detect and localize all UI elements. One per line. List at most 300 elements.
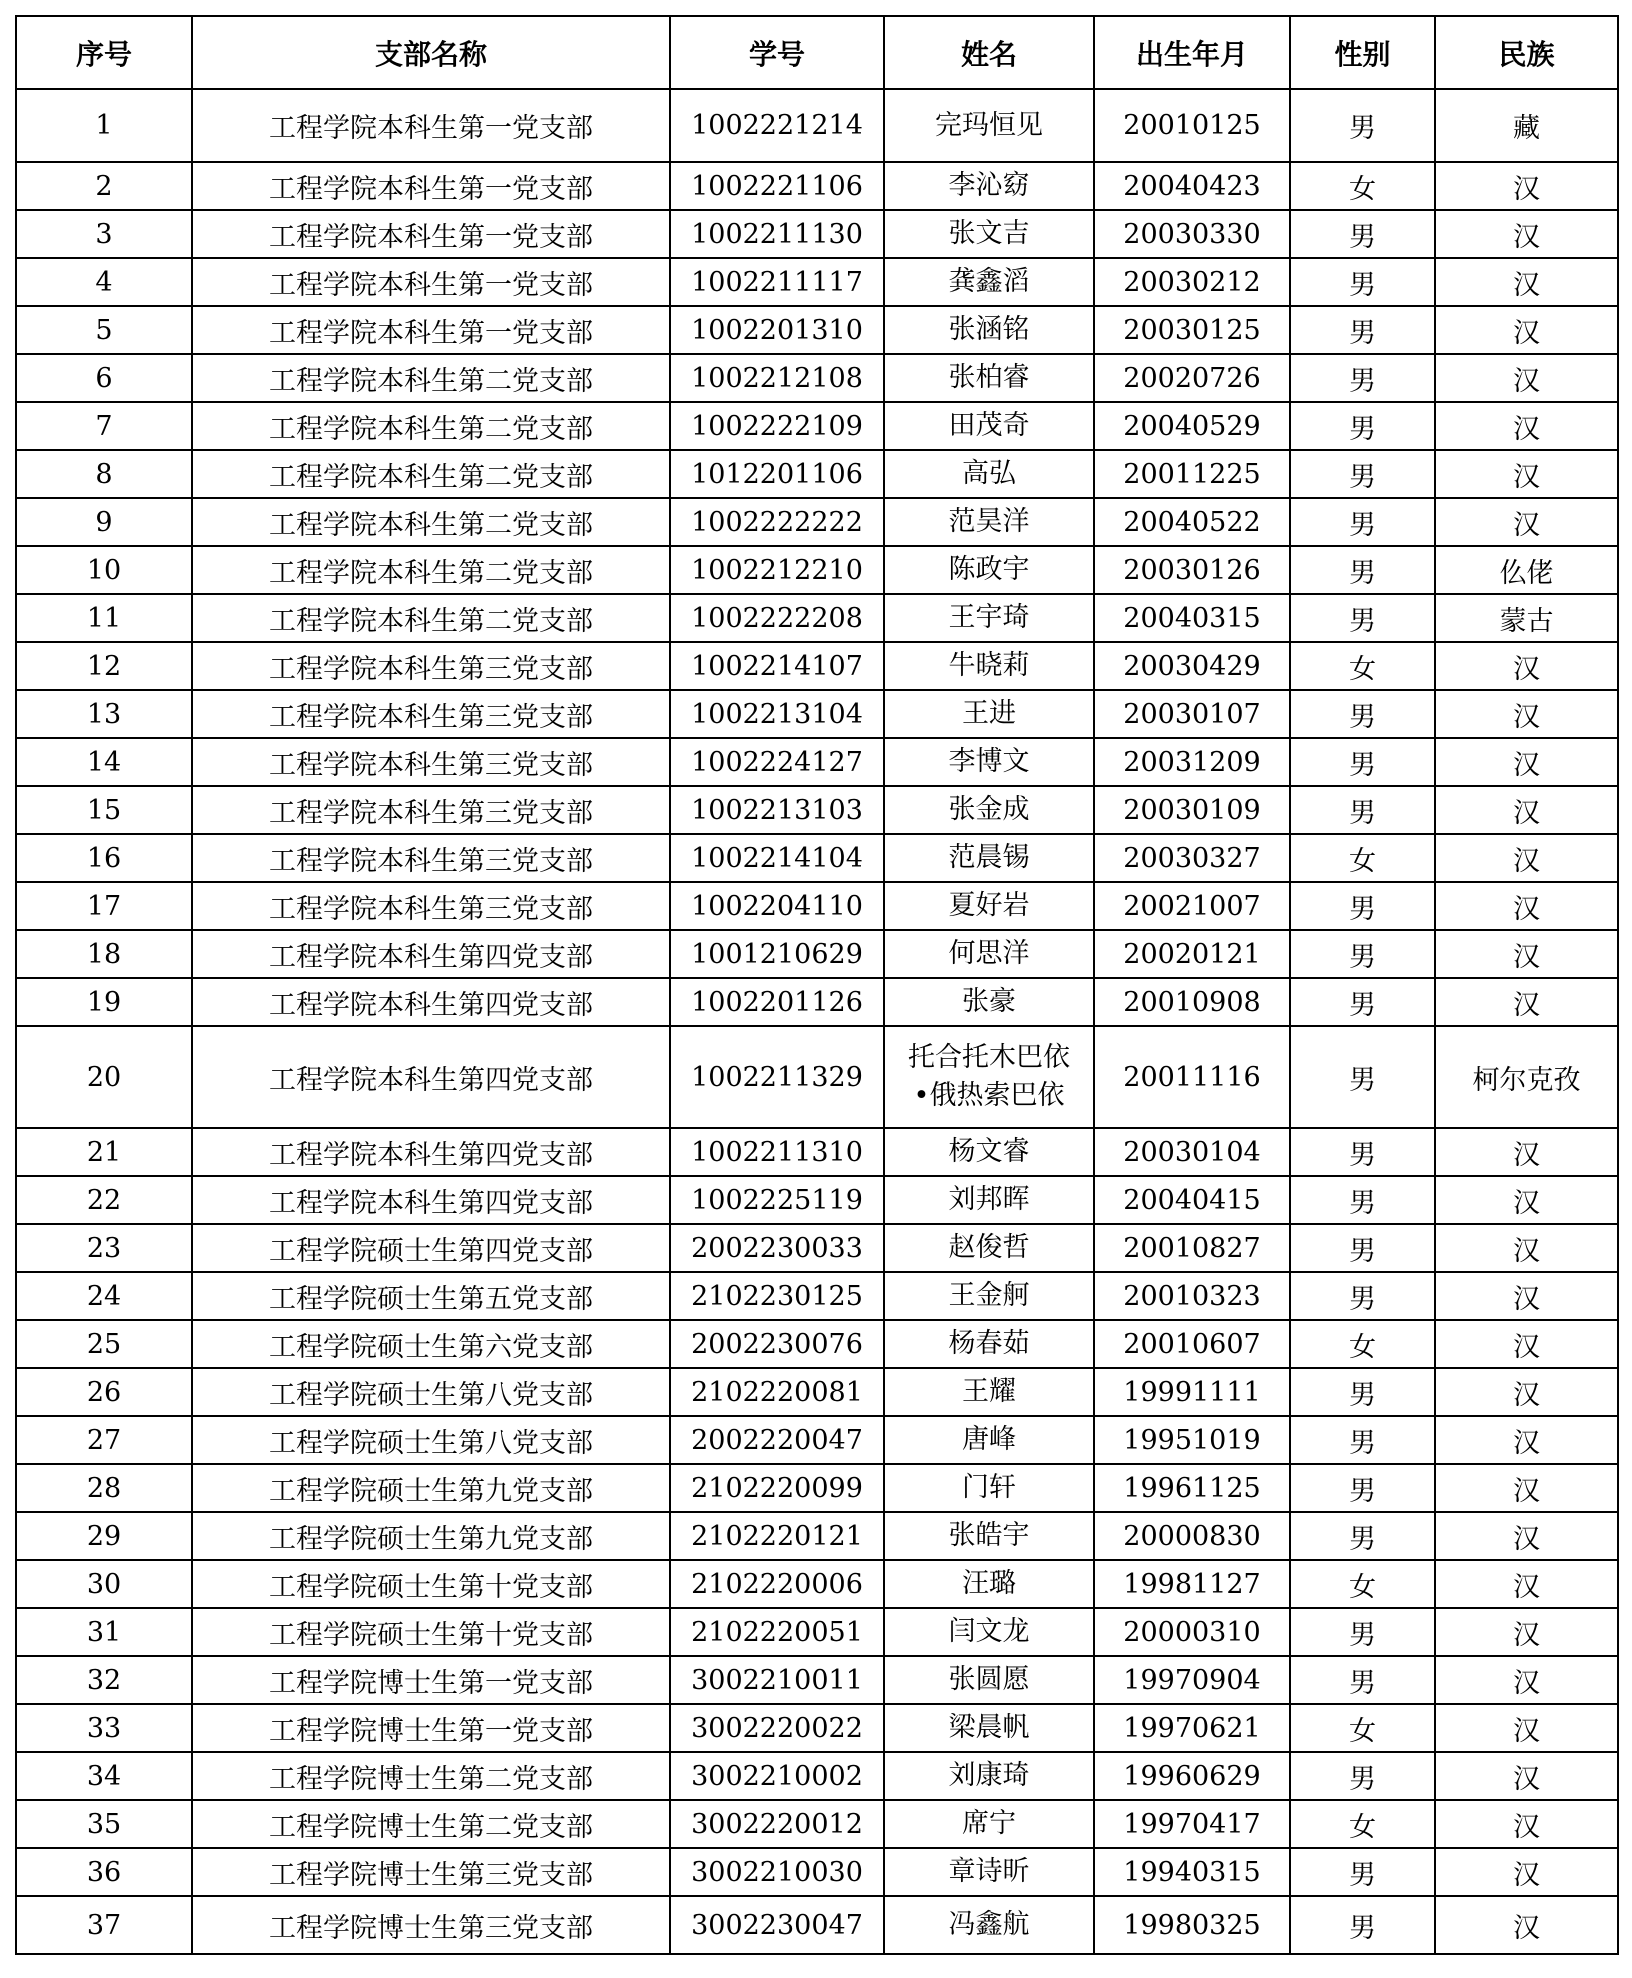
cell-ethnicity: 汉	[1435, 1128, 1618, 1176]
name-line: 王进	[962, 698, 1016, 729]
cell-name	[884, 786, 1094, 834]
cell-index: 35	[16, 1800, 192, 1848]
cell-branch: 工程学院本科生第三党支部	[192, 642, 670, 690]
cell-branch: 工程学院本科生第三党支部	[192, 834, 670, 882]
cell-index: 12	[16, 642, 192, 690]
cell-ethnicity: 汉	[1435, 882, 1618, 930]
cell-ethnicity: 汉	[1435, 690, 1618, 738]
cell-index: 22	[16, 1176, 192, 1224]
cell-gender: 男	[1290, 546, 1435, 594]
cell-birth: 20011225	[1094, 450, 1290, 498]
cell-gender: 男	[1290, 1224, 1435, 1272]
name-line: 陈政宇	[948, 554, 1030, 585]
cell-name	[884, 1800, 1094, 1848]
cell-birth: 20010607	[1094, 1320, 1290, 1368]
cell-name	[884, 210, 1094, 258]
table-row	[16, 930, 1618, 978]
name-line: 高弘	[962, 458, 1016, 489]
cell-branch: 工程学院本科生第三党支部	[192, 690, 670, 738]
cell-student-id: 1002211130	[670, 210, 884, 258]
name-line: 何思洋	[948, 938, 1030, 969]
cell-gender: 男	[1290, 210, 1435, 258]
cell-name	[884, 594, 1094, 642]
cell-student-id: 1012201106	[670, 450, 884, 498]
cell-gender: 男	[1290, 1608, 1435, 1656]
cell-student-id: 2002220047	[670, 1416, 884, 1464]
cell-branch: 工程学院本科生第四党支部	[192, 978, 670, 1026]
table-row	[16, 834, 1618, 882]
cell-ethnicity: 汉	[1435, 834, 1618, 882]
table-row	[16, 1368, 1618, 1416]
table-row	[16, 690, 1618, 738]
name-line: 牛晓莉	[948, 650, 1030, 681]
cell-gender: 女	[1290, 1560, 1435, 1608]
cell-ethnicity: 汉	[1435, 1752, 1618, 1800]
cell-name	[884, 882, 1094, 930]
table-row	[16, 306, 1618, 354]
cell-gender: 男	[1290, 1656, 1435, 1704]
cell-ethnicity: 汉	[1435, 1848, 1618, 1896]
cell-birth: 20030330	[1094, 210, 1290, 258]
cell-index: 10	[16, 546, 192, 594]
cell-gender: 男	[1290, 1848, 1435, 1896]
cell-student-id: 2102220121	[670, 1512, 884, 1560]
table-header-row	[16, 16, 1618, 89]
cell-student-id: 1002201126	[670, 978, 884, 1026]
cell-ethnicity: 汉	[1435, 738, 1618, 786]
header-cell-name: 姓名	[884, 16, 1094, 89]
cell-ethnicity: 汉	[1435, 1224, 1618, 1272]
cell-branch: 工程学院博士生第二党支部	[192, 1800, 670, 1848]
cell-student-id: 2102230125	[670, 1272, 884, 1320]
cell-gender: 男	[1290, 690, 1435, 738]
cell-ethnicity: 汉	[1435, 498, 1618, 546]
cell-index: 3	[16, 210, 192, 258]
cell-student-id: 3002230047	[670, 1896, 884, 1954]
cell-branch: 工程学院博士生第三党支部	[192, 1896, 670, 1954]
cell-birth: 20010125	[1094, 89, 1290, 162]
cell-gender: 男	[1290, 786, 1435, 834]
cell-branch: 工程学院本科生第二党支部	[192, 450, 670, 498]
cell-index: 16	[16, 834, 192, 882]
cell-gender: 男	[1290, 1272, 1435, 1320]
cell-birth: 19961125	[1094, 1464, 1290, 1512]
cell-name	[884, 306, 1094, 354]
cell-branch: 工程学院硕士生第六党支部	[192, 1320, 670, 1368]
cell-birth: 20040522	[1094, 498, 1290, 546]
cell-branch: 工程学院本科生第二党支部	[192, 546, 670, 594]
name-line: •俄热索巴依	[913, 1080, 1065, 1111]
cell-branch: 工程学院硕士生第九党支部	[192, 1464, 670, 1512]
cell-index: 28	[16, 1464, 192, 1512]
cell-index: 24	[16, 1272, 192, 1320]
cell-birth: 19970621	[1094, 1704, 1290, 1752]
name-line: 李沁窈	[948, 170, 1030, 201]
cell-birth: 20030107	[1094, 690, 1290, 738]
table-row	[16, 402, 1618, 450]
cell-birth: 20040529	[1094, 402, 1290, 450]
cell-ethnicity: 汉	[1435, 1464, 1618, 1512]
cell-student-id: 1001210629	[670, 930, 884, 978]
cell-index: 26	[16, 1368, 192, 1416]
cell-name	[884, 258, 1094, 306]
cell-ethnicity: 汉	[1435, 1416, 1618, 1464]
cell-ethnicity: 汉	[1435, 1656, 1618, 1704]
cell-student-id: 1002221214	[670, 89, 884, 162]
cell-gender: 男	[1290, 1464, 1435, 1512]
table-row	[16, 1416, 1618, 1464]
table-row	[16, 1464, 1618, 1512]
name-line: 王耀	[962, 1376, 1016, 1407]
cell-index: 23	[16, 1224, 192, 1272]
cell-student-id: 1002221106	[670, 162, 884, 210]
cell-branch: 工程学院本科生第一党支部	[192, 162, 670, 210]
cell-birth: 19991111	[1094, 1368, 1290, 1416]
name-line: 夏好岩	[948, 890, 1030, 921]
cell-name	[884, 1416, 1094, 1464]
cell-ethnicity: 汉	[1435, 1608, 1618, 1656]
cell-birth: 20030104	[1094, 1128, 1290, 1176]
cell-gender: 男	[1290, 1512, 1435, 1560]
name-line: 席宁	[962, 1808, 1016, 1839]
cell-name	[884, 1464, 1094, 1512]
cell-birth: 20040315	[1094, 594, 1290, 642]
cell-birth: 20040415	[1094, 1176, 1290, 1224]
cell-birth: 20010908	[1094, 978, 1290, 1026]
cell-index: 14	[16, 738, 192, 786]
cell-gender: 女	[1290, 1320, 1435, 1368]
cell-name	[884, 738, 1094, 786]
cell-ethnicity: 汉	[1435, 1560, 1618, 1608]
cell-birth: 20011116	[1094, 1026, 1290, 1128]
name-line: 刘邦晖	[948, 1184, 1030, 1215]
cell-student-id: 1002211310	[670, 1128, 884, 1176]
cell-student-id: 1002222109	[670, 402, 884, 450]
cell-branch: 工程学院硕士生第十党支部	[192, 1560, 670, 1608]
cell-gender: 女	[1290, 1800, 1435, 1848]
cell-index: 20	[16, 1026, 192, 1128]
cell-gender: 男	[1290, 978, 1435, 1026]
table-row	[16, 1704, 1618, 1752]
name-line: 章诗昕	[948, 1856, 1030, 1887]
name-line: 闫文龙	[948, 1616, 1030, 1647]
cell-birth: 20020726	[1094, 354, 1290, 402]
cell-name	[884, 1896, 1094, 1954]
cell-branch: 工程学院本科生第三党支部	[192, 738, 670, 786]
name-line: 张圆愿	[948, 1664, 1030, 1695]
cell-branch: 工程学院博士生第一党支部	[192, 1656, 670, 1704]
cell-index: 9	[16, 498, 192, 546]
cell-ethnicity: 汉	[1435, 1368, 1618, 1416]
cell-student-id: 3002220012	[670, 1800, 884, 1848]
table-row	[16, 258, 1618, 306]
table-row	[16, 1176, 1618, 1224]
cell-gender: 女	[1290, 834, 1435, 882]
cell-student-id: 1002211117	[670, 258, 884, 306]
cell-index: 17	[16, 882, 192, 930]
cell-birth: 19940315	[1094, 1848, 1290, 1896]
cell-ethnicity: 汉	[1435, 786, 1618, 834]
cell-gender: 男	[1290, 1176, 1435, 1224]
name-line: 张文吉	[948, 218, 1030, 249]
name-line: 梁晨帆	[948, 1712, 1030, 1743]
cell-gender: 男	[1290, 89, 1435, 162]
table-row	[16, 450, 1618, 498]
cell-birth: 20031209	[1094, 738, 1290, 786]
table-row	[16, 210, 1618, 258]
cell-ethnicity: 汉	[1435, 162, 1618, 210]
name-line: 杨春茹	[948, 1328, 1030, 1359]
cell-gender: 男	[1290, 882, 1435, 930]
cell-name	[884, 450, 1094, 498]
name-line: 范晨锡	[948, 842, 1030, 873]
cell-name	[884, 1608, 1094, 1656]
cell-index: 4	[16, 258, 192, 306]
cell-branch: 工程学院本科生第一党支部	[192, 306, 670, 354]
table-row	[16, 1560, 1618, 1608]
cell-gender: 女	[1290, 162, 1435, 210]
cell-ethnicity: 汉	[1435, 258, 1618, 306]
table-row	[16, 1848, 1618, 1896]
cell-index: 18	[16, 930, 192, 978]
cell-ethnicity: 汉	[1435, 210, 1618, 258]
cell-student-id: 2002230076	[670, 1320, 884, 1368]
table-row	[16, 1752, 1618, 1800]
cell-ethnicity: 汉	[1435, 1512, 1618, 1560]
cell-index: 6	[16, 354, 192, 402]
table-row	[16, 1800, 1618, 1848]
name-line: 汪璐	[962, 1568, 1016, 1599]
cell-index: 25	[16, 1320, 192, 1368]
cell-birth: 19980325	[1094, 1896, 1290, 1954]
cell-index: 15	[16, 786, 192, 834]
cell-name	[884, 978, 1094, 1026]
cell-student-id: 3002220022	[670, 1704, 884, 1752]
cell-branch: 工程学院本科生第一党支部	[192, 258, 670, 306]
table-row	[16, 978, 1618, 1026]
member-table	[15, 15, 1619, 1955]
cell-gender: 男	[1290, 354, 1435, 402]
name-line: 张皓宇	[948, 1520, 1030, 1551]
cell-gender: 男	[1290, 1026, 1435, 1128]
header-cell-birth: 出生年月	[1094, 16, 1290, 89]
cell-ethnicity: 柯尔克孜	[1435, 1026, 1618, 1128]
cell-branch: 工程学院本科生第二党支部	[192, 402, 670, 450]
cell-student-id: 1002212210	[670, 546, 884, 594]
cell-student-id: 1002225119	[670, 1176, 884, 1224]
table-row	[16, 1224, 1618, 1272]
cell-birth: 19970904	[1094, 1656, 1290, 1704]
table-row	[16, 642, 1618, 690]
cell-index: 30	[16, 1560, 192, 1608]
cell-gender: 男	[1290, 1128, 1435, 1176]
name-line: 门轩	[962, 1472, 1016, 1503]
cell-student-id: 2102220051	[670, 1608, 884, 1656]
cell-student-id: 1002201310	[670, 306, 884, 354]
cell-index: 36	[16, 1848, 192, 1896]
cell-name	[884, 498, 1094, 546]
cell-branch: 工程学院本科生第二党支部	[192, 594, 670, 642]
cell-name	[884, 690, 1094, 738]
cell-branch: 工程学院本科生第二党支部	[192, 354, 670, 402]
cell-student-id: 1002212108	[670, 354, 884, 402]
cell-branch: 工程学院本科生第三党支部	[192, 882, 670, 930]
cell-branch: 工程学院博士生第一党支部	[192, 1704, 670, 1752]
cell-name	[884, 1368, 1094, 1416]
cell-name	[884, 1128, 1094, 1176]
cell-name	[884, 354, 1094, 402]
cell-index: 5	[16, 306, 192, 354]
cell-branch: 工程学院硕士生第四党支部	[192, 1224, 670, 1272]
cell-birth: 19960629	[1094, 1752, 1290, 1800]
cell-ethnicity: 汉	[1435, 1176, 1618, 1224]
cell-student-id: 3002210011	[670, 1656, 884, 1704]
name-line: 张柏睿	[948, 362, 1030, 393]
cell-branch: 工程学院硕士生第八党支部	[192, 1368, 670, 1416]
cell-birth: 20030429	[1094, 642, 1290, 690]
name-line: 刘康琦	[948, 1760, 1030, 1791]
cell-name	[884, 1320, 1094, 1368]
cell-gender: 男	[1290, 738, 1435, 786]
cell-index: 13	[16, 690, 192, 738]
cell-birth: 20000830	[1094, 1512, 1290, 1560]
cell-name	[884, 1026, 1094, 1128]
table-row	[16, 882, 1618, 930]
cell-name	[884, 642, 1094, 690]
cell-ethnicity: 汉	[1435, 1896, 1618, 1954]
table-row	[16, 1320, 1618, 1368]
name-line: 范昊洋	[948, 506, 1030, 537]
table-row	[16, 738, 1618, 786]
name-line: 李博文	[948, 746, 1030, 777]
cell-birth: 20021007	[1094, 882, 1290, 930]
name-line: 田茂奇	[948, 410, 1030, 441]
cell-branch: 工程学院博士生第二党支部	[192, 1752, 670, 1800]
cell-ethnicity: 汉	[1435, 306, 1618, 354]
cell-student-id: 1002222208	[670, 594, 884, 642]
cell-name	[884, 834, 1094, 882]
table-row	[16, 546, 1618, 594]
cell-ethnicity: 蒙古	[1435, 594, 1618, 642]
table-row	[16, 1512, 1618, 1560]
cell-student-id: 1002224127	[670, 738, 884, 786]
cell-gender: 男	[1290, 258, 1435, 306]
table-row	[16, 786, 1618, 834]
cell-student-id: 1002204110	[670, 882, 884, 930]
cell-index: 1	[16, 89, 192, 162]
cell-gender: 男	[1290, 1416, 1435, 1464]
cell-branch: 工程学院博士生第三党支部	[192, 1848, 670, 1896]
cell-student-id: 3002210002	[670, 1752, 884, 1800]
cell-branch: 工程学院硕士生第十党支部	[192, 1608, 670, 1656]
table-row	[16, 1608, 1618, 1656]
cell-gender: 男	[1290, 450, 1435, 498]
cell-student-id: 2102220099	[670, 1464, 884, 1512]
cell-branch: 工程学院本科生第一党支部	[192, 89, 670, 162]
cell-index: 2	[16, 162, 192, 210]
cell-birth: 19970417	[1094, 1800, 1290, 1848]
name-line: 托合托木巴依	[908, 1042, 1070, 1073]
cell-index: 32	[16, 1656, 192, 1704]
cell-index: 21	[16, 1128, 192, 1176]
cell-birth: 20010827	[1094, 1224, 1290, 1272]
name-line: 龚鑫滔	[948, 266, 1030, 297]
name-line: 张涵铭	[948, 314, 1030, 345]
table-row	[16, 1896, 1618, 1954]
cell-ethnicity: 汉	[1435, 642, 1618, 690]
cell-index: 27	[16, 1416, 192, 1464]
cell-gender: 女	[1290, 1704, 1435, 1752]
name-line: 王宇琦	[948, 602, 1030, 633]
cell-name	[884, 1848, 1094, 1896]
cell-branch: 工程学院硕士生第九党支部	[192, 1512, 670, 1560]
header-cell-branch: 支部名称	[192, 16, 670, 89]
cell-name	[884, 402, 1094, 450]
cell-index: 8	[16, 450, 192, 498]
cell-name	[884, 89, 1094, 162]
cell-name	[884, 930, 1094, 978]
cell-birth: 20000310	[1094, 1608, 1290, 1656]
table-row	[16, 1128, 1618, 1176]
cell-name	[884, 1224, 1094, 1272]
cell-ethnicity: 藏	[1435, 89, 1618, 162]
cell-index: 33	[16, 1704, 192, 1752]
cell-name	[884, 1752, 1094, 1800]
cell-branch: 工程学院硕士生第八党支部	[192, 1416, 670, 1464]
cell-ethnicity: 汉	[1435, 930, 1618, 978]
table-row	[16, 354, 1618, 402]
cell-gender: 男	[1290, 306, 1435, 354]
cell-birth: 19981127	[1094, 1560, 1290, 1608]
cell-name	[884, 162, 1094, 210]
cell-student-id: 1002211329	[670, 1026, 884, 1128]
cell-index: 31	[16, 1608, 192, 1656]
cell-branch: 工程学院本科生第一党支部	[192, 210, 670, 258]
cell-name	[884, 1512, 1094, 1560]
cell-name	[884, 1272, 1094, 1320]
name-line: 王金舸	[948, 1280, 1030, 1311]
cell-student-id: 2102220081	[670, 1368, 884, 1416]
table-body	[16, 89, 1618, 1954]
cell-gender: 男	[1290, 1752, 1435, 1800]
table-row	[16, 1026, 1618, 1128]
name-line: 张金成	[948, 794, 1030, 825]
cell-gender: 男	[1290, 498, 1435, 546]
cell-birth: 20010323	[1094, 1272, 1290, 1320]
cell-name	[884, 546, 1094, 594]
cell-student-id: 1002213104	[670, 690, 884, 738]
cell-branch: 工程学院本科生第四党支部	[192, 930, 670, 978]
cell-index: 7	[16, 402, 192, 450]
cell-student-id: 2002230033	[670, 1224, 884, 1272]
cell-birth: 20030109	[1094, 786, 1290, 834]
cell-birth: 20030212	[1094, 258, 1290, 306]
name-line: 唐峰	[962, 1424, 1016, 1455]
name-line: 完玛恒见	[935, 109, 1043, 141]
cell-ethnicity: 汉	[1435, 450, 1618, 498]
cell-branch: 工程学院本科生第二党支部	[192, 498, 670, 546]
cell-gender: 女	[1290, 642, 1435, 690]
cell-student-id: 1002214104	[670, 834, 884, 882]
cell-gender: 男	[1290, 1368, 1435, 1416]
name-line: 杨文睿	[948, 1136, 1030, 1167]
cell-gender: 男	[1290, 594, 1435, 642]
cell-ethnicity: 汉	[1435, 978, 1618, 1026]
cell-branch: 工程学院本科生第四党支部	[192, 1026, 670, 1128]
cell-name	[884, 1176, 1094, 1224]
header-cell-index: 序号	[16, 16, 192, 89]
cell-birth: 20030126	[1094, 546, 1290, 594]
